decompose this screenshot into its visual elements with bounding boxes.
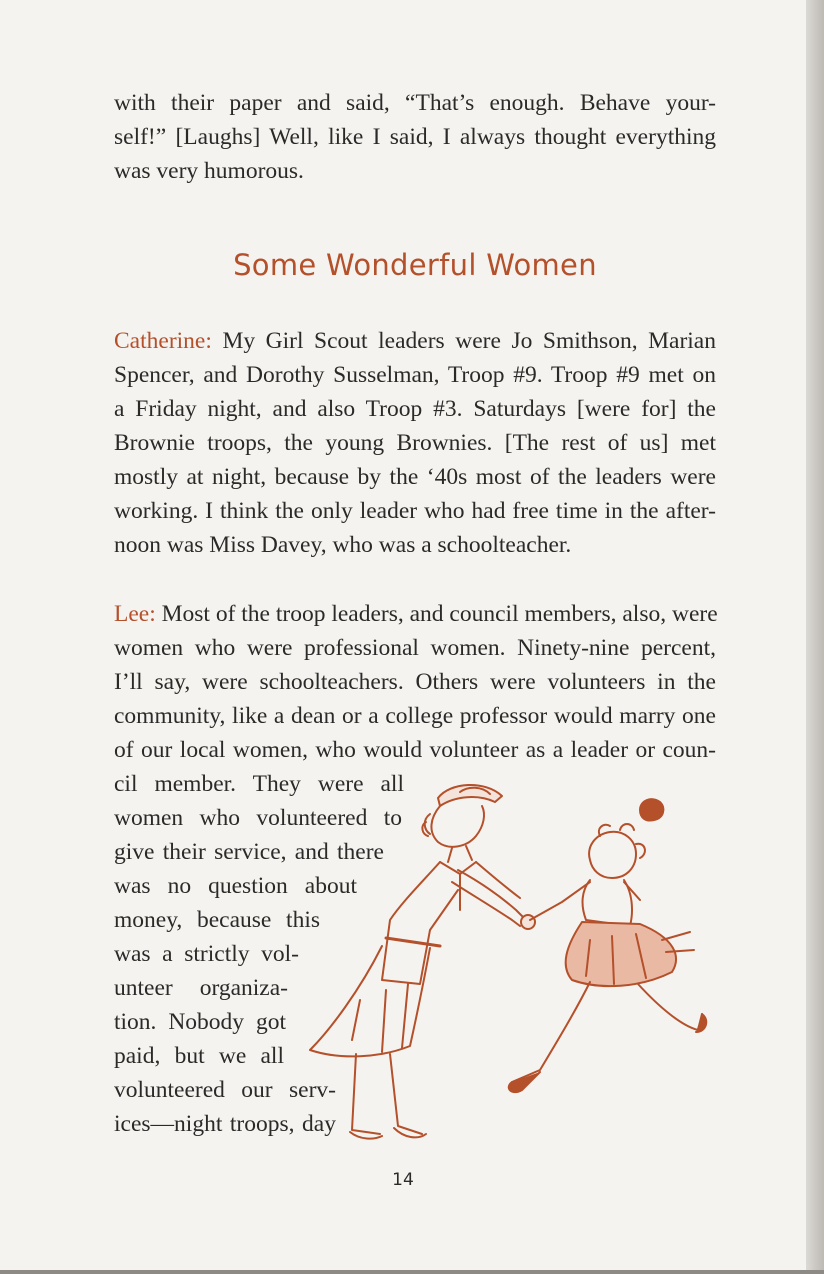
lee-wrap-line: cil member. They were all [114,771,404,797]
lee-wrap-line: volunteered our serv- [114,1077,336,1103]
catherine-paragraph [114,324,716,562]
lee-line: community, like a dean or a college professor would marry one [114,703,716,729]
lee-wrap-line: was no question about [114,873,357,899]
intro-line: with their paper and said, “That’s enough. Behave your- [114,90,716,116]
catherine-line: mostly at night, because by the ‘40s most of the leaders were [114,464,716,490]
catherine-line: working. I think the only leader who had free time in the after- [114,498,716,524]
catherine-line: Brownie troops, the young Brownies. [The rest of us] met [114,430,716,456]
girl-scout-illustration [290,770,720,1150]
lee-paragraph [114,597,716,767]
page-bottom-edge [0,1270,824,1274]
intro-paragraph [114,86,716,188]
lee-wrap-line: unteer organiza- [114,975,288,1001]
lee-line: of our local women, who would volunteer as a leader or coun- [114,737,716,763]
catherine-line: Catherine: My Girl Scout leaders were Jo Smithson, Marian [114,328,716,354]
lee-wrap-line: ices—night troops, day [114,1111,336,1137]
speaker-name: Lee: [114,601,156,627]
lee-wrap-line: give their service, and there [114,839,384,865]
section-heading: Some Wonderful Women [233,248,597,282]
lee-wrap-line: money, because this [114,907,320,933]
catherine-line: noon was Miss Davey, who was a schoolteacher. [114,532,572,558]
intro-line: was very humorous. [114,158,304,184]
book-spine-edge [806,0,824,1274]
lee-line: I’ll say, were schoolteachers. Others were volunteers in the [114,669,716,695]
catherine-line: a Friday night, and also Troop #3. Saturdays [were for] the [114,396,716,422]
intro-line [114,120,716,154]
intro-line-1: self!” [Laughs] Well, like I said, I always thought everything [114,124,716,150]
lee-wrap-line: tion. Nobody got [114,1009,286,1035]
catherine-line: Spencer, and Dorothy Susselman, Troop #9. Troop #9 met on [114,362,716,388]
lee-wrap-line: women who volunteered to [114,805,402,831]
lee-line: Lee: Most of the troop leaders, and council members, also, were [114,601,718,627]
lee-wrap-line: was a strictly vol- [114,941,299,967]
speaker-name: Catherine: [114,328,212,354]
lee-wrap-line: paid, but we all [114,1043,284,1069]
page-number: 14 [392,1170,414,1190]
lee-line: women who were professional women. Ninety-nine percent, [114,635,716,661]
